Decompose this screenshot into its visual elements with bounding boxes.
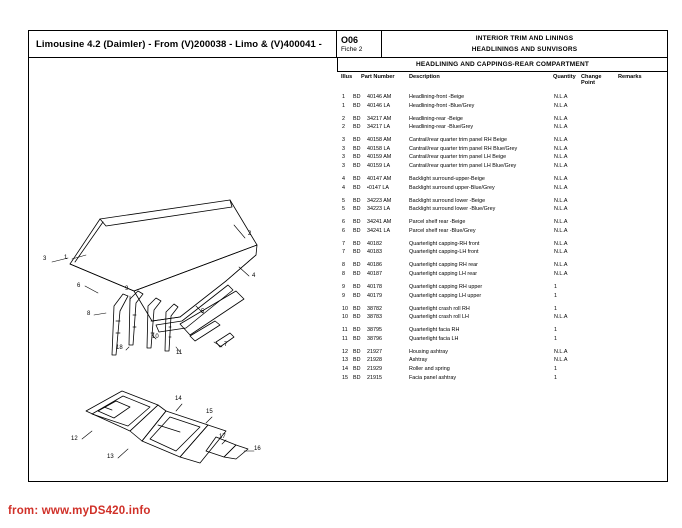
row-bd: BD (353, 262, 361, 269)
row-bd: BD (353, 327, 361, 334)
row-bd: BD (353, 206, 361, 213)
row-desc: Facia panel ashtray (409, 374, 457, 381)
row-bd: BD (353, 102, 361, 109)
row-bd: BD (353, 270, 361, 277)
row-qty: 1 (554, 365, 557, 372)
headlining-front-shape (70, 200, 257, 291)
row-qty: N.L.A (554, 206, 568, 213)
row-desc: Parcel shelf rear -Blue/Grey (409, 227, 476, 234)
row-desc: Quarterlight crash roll LH (409, 314, 469, 321)
row-part: 21927 (367, 348, 382, 355)
callout-14: 14 (175, 396, 182, 402)
row-illus: 3 (342, 162, 345, 169)
row-part: 40146 AM (367, 94, 392, 100)
row-part: 40158 AM (367, 137, 392, 144)
row-part: •0147 LA (367, 184, 389, 191)
row-bd: BD (353, 292, 361, 299)
column-change: Change (581, 74, 602, 80)
callout-10: 10 (152, 334, 159, 340)
row-part: 34223 LA (367, 206, 391, 213)
callout-16: 16 (254, 446, 261, 452)
column-remarks: Remarks (618, 74, 642, 80)
row-bd: BD (353, 219, 361, 226)
document-header (29, 31, 667, 58)
table-row[interactable] (341, 103, 663, 116)
column-part: Part Number (361, 74, 395, 80)
callout-4: 4 (252, 273, 256, 279)
row-illus: 8 (342, 262, 345, 269)
exploded-diagram (30, 59, 336, 481)
callout-3: 3 (43, 256, 47, 262)
row-desc: Quarterlight facia LH (409, 335, 459, 342)
row-desc: Backlight surround-upper-Beige (409, 175, 485, 182)
row-part: 34241 AM (367, 219, 392, 226)
row-illus: 11 (342, 335, 348, 342)
parts-table-header (341, 74, 663, 90)
row-part: 34241 LA (367, 227, 391, 234)
row-qty: N.L.A (554, 197, 568, 204)
row-desc: Headlining-rear -Blue/Grey (409, 124, 474, 131)
table-row[interactable] (341, 137, 663, 146)
row-part: 38783 (367, 314, 382, 321)
row-qty: N.L.A (554, 184, 568, 191)
row-part: 21929 (367, 365, 382, 372)
row-bd: BD (353, 357, 361, 364)
row-part: 21928 (367, 357, 382, 364)
row-qty: N.L.A (554, 162, 568, 169)
row-bd: BD (353, 335, 361, 342)
table-row[interactable] (341, 241, 663, 250)
row-illus: 1 (342, 102, 345, 109)
row-qty: N.L.A (554, 137, 568, 144)
row-illus: 9 (342, 283, 345, 290)
row-desc: Quarterlight capping LH rear (409, 270, 478, 277)
row-bd: BD (353, 175, 361, 182)
row-part: 34223 AM (367, 197, 392, 204)
callout-18: 18 (116, 345, 123, 351)
row-bd: BD (353, 137, 361, 144)
model-title: Limousine 4.2 (Daimler) - From (V)200038 - Limo & (V)400041 - (29, 31, 337, 57)
row-illus: 11 (342, 327, 348, 334)
table-row[interactable] (341, 163, 663, 176)
row-qty: 1 (554, 335, 557, 342)
row-bd: BD (353, 162, 361, 169)
row-illus: 14 (342, 365, 348, 372)
table-row[interactable] (341, 228, 663, 241)
table-row[interactable] (341, 366, 663, 375)
row-bd: BD (353, 154, 361, 161)
parts-table (341, 74, 663, 383)
row-part: 40186 (367, 262, 382, 269)
callout-13: 13 (107, 454, 114, 460)
row-desc: Cantrail/rear quarter trim panel RH Beige (409, 137, 507, 144)
column-illus: Illus (341, 74, 353, 80)
table-row[interactable] (341, 357, 663, 366)
row-desc: Cantrail/rear quarter trim panel LH Blue/Grey (409, 162, 517, 169)
row-part: 40146 LA (367, 102, 391, 109)
callout-17: 17 (219, 434, 226, 440)
row-qty: N.L.A (554, 240, 568, 247)
callout-7: 7 (224, 342, 228, 348)
row-qty: 1 (554, 305, 557, 312)
row-qty: N.L.A (554, 94, 568, 100)
row-desc: Parcel shelf rear -Beige (409, 219, 466, 226)
row-desc: Backlight surround lower -Blue/Grey (409, 206, 496, 213)
row-bd: BD (353, 124, 361, 131)
row-qty: N.L.A (554, 262, 568, 269)
callout-1: 1 (64, 255, 68, 261)
row-qty: N.L.A (554, 154, 568, 161)
table-row[interactable] (341, 375, 663, 384)
row-desc: Roller and spring (409, 365, 450, 372)
row-part: 40147 AM (367, 175, 392, 182)
table-row[interactable] (341, 154, 663, 163)
table-row[interactable] (341, 306, 663, 315)
row-bd: BD (353, 365, 361, 372)
callout-5: 5 (201, 309, 205, 315)
callout-2: 2 (248, 231, 252, 237)
row-bd: BD (353, 227, 361, 234)
column-qty: Quantity (553, 74, 576, 80)
row-bd: BD (353, 240, 361, 247)
row-desc: Quarterlight capping-LH front (409, 249, 479, 256)
row-part: 40179 (367, 292, 382, 299)
row-part: 38796 (367, 335, 382, 342)
row-desc: Cantrail/rear quarter trim panel RH Blue/Grey (409, 145, 518, 152)
subsection-title: HEADLINING AND CAPPINGS-REAR COMPARTMENT (337, 58, 667, 72)
row-bd: BD (353, 348, 361, 355)
row-part: 40182 (367, 240, 382, 247)
section-line-2: HEADLININGS AND SUNVISORS (471, 46, 578, 53)
fiche-label: Fiche 2 (341, 46, 363, 53)
row-illus: 8 (342, 270, 345, 277)
row-illus: 4 (342, 184, 345, 191)
table-row[interactable] (341, 327, 663, 336)
row-qty: N.L.A (554, 227, 568, 234)
row-bd: BD (353, 115, 361, 122)
table-row[interactable] (341, 124, 663, 137)
table-row[interactable] (341, 284, 663, 293)
callout-12: 12 (71, 436, 78, 442)
row-bd: BD (353, 314, 361, 321)
table-row[interactable] (341, 116, 663, 125)
row-desc: Quarterlight capping-RH front (409, 240, 480, 247)
row-desc: Ashtray (409, 357, 428, 364)
section-block (382, 31, 667, 57)
row-part: 40187 (367, 270, 382, 277)
section-line-1: INTERIOR TRIM AND LININGS (475, 35, 574, 42)
parts-table-body (341, 94, 663, 383)
row-qty: N.L.A (554, 270, 568, 277)
headlining-rear-shape (134, 245, 257, 321)
table-row[interactable] (341, 206, 663, 219)
row-bd: BD (353, 184, 361, 191)
row-illus: 10 (342, 314, 348, 321)
callout-9: 9 (125, 286, 129, 292)
row-part: 40159 AM (367, 154, 392, 161)
row-illus: 13 (342, 357, 348, 364)
table-row[interactable] (341, 314, 663, 327)
row-illus: 3 (342, 154, 345, 161)
row-qty: N.L.A (554, 115, 568, 122)
row-illus: 3 (342, 137, 345, 144)
row-part: 38782 (367, 305, 382, 312)
column-point: Point (581, 80, 595, 86)
row-qty: N.L.A (554, 348, 568, 355)
ashtray-assembly-shape (86, 391, 248, 463)
row-bd: BD (353, 283, 361, 290)
table-row[interactable] (341, 249, 663, 262)
row-desc: Quarterlight capping RH rear (409, 262, 478, 269)
row-illus: 10 (342, 305, 348, 312)
row-part: 40158 LA (367, 145, 391, 152)
table-row[interactable] (341, 94, 663, 103)
table-row[interactable] (341, 176, 663, 185)
row-illus: 4 (342, 175, 345, 182)
row-qty: N.L.A (554, 314, 568, 321)
row-qty: N.L.A (554, 357, 568, 364)
row-qty: 1 (554, 292, 557, 299)
callout-6: 6 (77, 283, 81, 289)
row-illus: 2 (342, 124, 345, 131)
row-illus: 7 (342, 249, 345, 256)
row-illus: 1 (342, 94, 345, 100)
row-desc: Headlining-rear -Beige (409, 115, 463, 122)
row-part: 38795 (367, 327, 382, 334)
row-qty: 1 (554, 327, 557, 334)
row-bd: BD (353, 197, 361, 204)
row-illus: 6 (342, 227, 345, 234)
table-row[interactable] (341, 349, 663, 358)
row-part: 40159 LA (367, 162, 391, 169)
row-illus: 5 (342, 197, 345, 204)
row-qty: N.L.A (554, 219, 568, 226)
row-part: 34217 AM (367, 115, 392, 122)
row-illus: 5 (342, 206, 345, 213)
callout-11: 11 (176, 350, 183, 356)
row-illus: 6 (342, 219, 345, 226)
row-bd: BD (353, 145, 361, 152)
row-illus: 2 (342, 115, 345, 122)
table-row[interactable] (341, 219, 663, 228)
row-illus: 3 (342, 145, 345, 152)
row-desc: Housing ashtray (409, 348, 448, 355)
row-bd: BD (353, 305, 361, 312)
backlight-surround-lower-shape (156, 285, 233, 332)
table-row[interactable] (341, 198, 663, 207)
table-row[interactable] (341, 146, 663, 155)
quarterlight-capping-shapes (190, 321, 234, 347)
column-desc: Description (409, 74, 440, 80)
callout-15: 15 (206, 409, 213, 415)
row-desc: Headlining-front -Blue/Grey (409, 102, 475, 109)
row-qty: N.L.A (554, 175, 568, 182)
row-qty: 1 (554, 283, 557, 290)
row-part: 40178 (367, 283, 382, 290)
row-desc: Cantrail/rear quarter trim panel LH Beige (409, 154, 507, 161)
row-illus: 7 (342, 240, 345, 247)
row-qty: N.L.A (554, 145, 568, 152)
row-qty: N.L.A (554, 249, 568, 256)
document-frame (28, 30, 668, 482)
site-watermark: from: www.myDS420.info (8, 505, 151, 517)
row-bd: BD (353, 249, 361, 256)
row-desc: Quarterlight facia RH (409, 327, 460, 334)
row-desc: Headlining-front -Beige (409, 94, 465, 100)
row-desc: Quarterlight crash roll RH (409, 305, 470, 312)
table-row[interactable] (341, 271, 663, 284)
row-part: 34217 LA (367, 124, 391, 131)
table-row[interactable] (341, 262, 663, 271)
row-illus: 12 (342, 348, 348, 355)
row-part: 40183 (367, 249, 382, 256)
row-desc: Quarterlight capping LH upper (409, 292, 482, 299)
row-qty: 1 (554, 374, 557, 381)
row-bd: BD (353, 94, 361, 100)
table-row[interactable] (341, 336, 663, 349)
table-row[interactable] (341, 293, 663, 306)
row-bd: BD (353, 374, 361, 381)
callout-8: 8 (87, 311, 91, 317)
trim-detail-marks (116, 315, 171, 337)
row-desc: Quarterlight capping RH upper (409, 283, 483, 290)
row-qty: N.L.A (554, 102, 568, 109)
fiche-block (337, 31, 382, 57)
table-row[interactable] (341, 185, 663, 198)
row-desc: Backlight surround lower -Beige (409, 197, 486, 204)
row-illus: 15 (342, 374, 348, 381)
row-illus: 9 (342, 292, 345, 299)
row-qty: N.L.A (554, 124, 568, 131)
row-desc: Backlight surround upper-Blue/Grey (409, 184, 495, 191)
row-part: 21915 (367, 374, 382, 381)
fiche-code: O06 (341, 35, 359, 45)
